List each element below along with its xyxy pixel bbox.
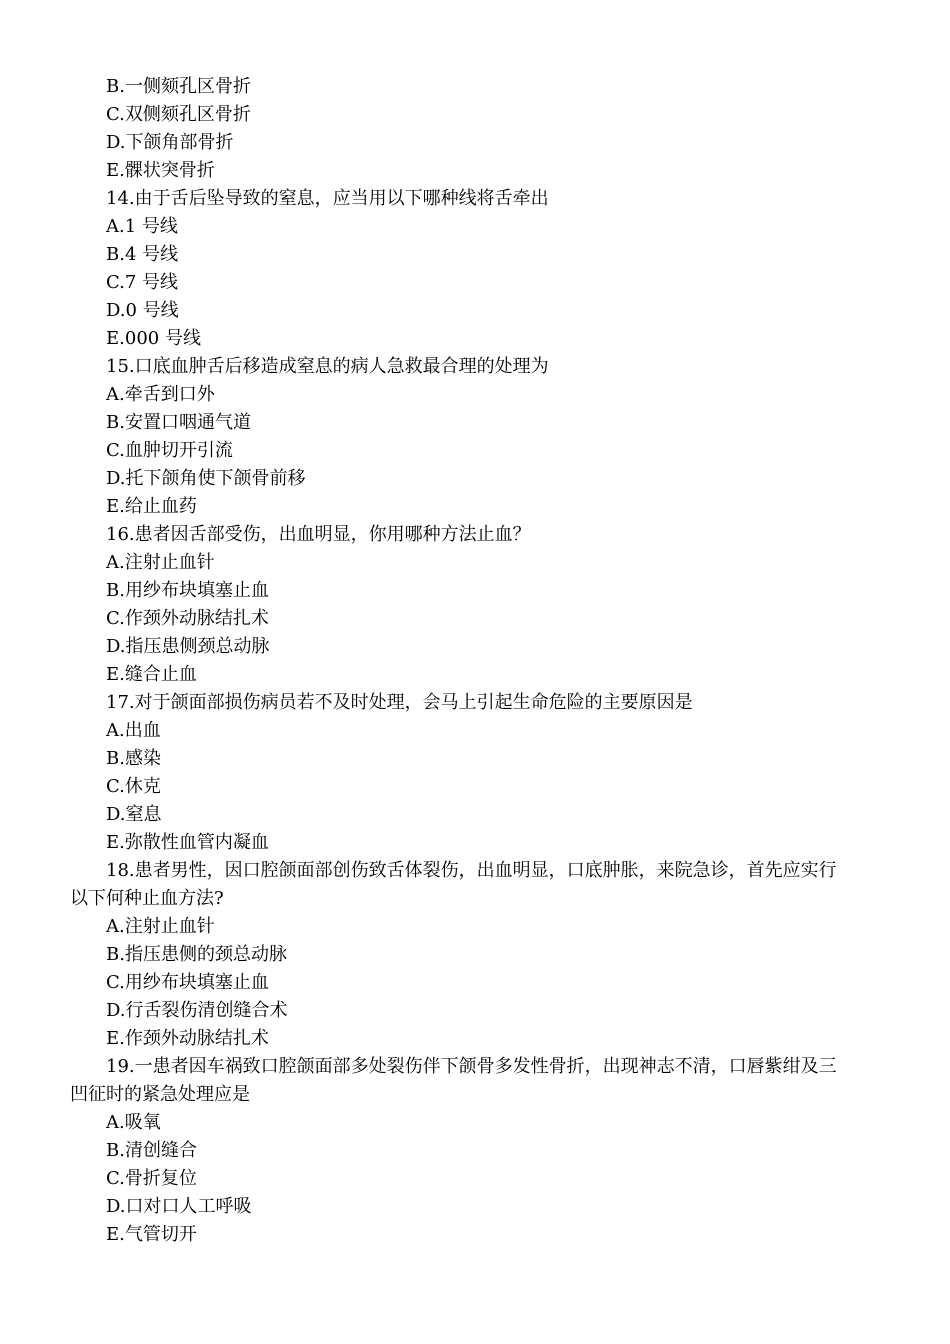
option-c-13: C.双侧颏孔区骨折 [106, 104, 251, 125]
option-a-19: A.吸氧 [106, 1112, 161, 1133]
option-b-18: B.指压患侧的颈总动脉 [106, 944, 287, 965]
option-d-14: D.0 号线 [106, 300, 179, 321]
option-e-17: E.弥散性血管内凝血 [106, 832, 269, 853]
option-c-17: C.休克 [106, 776, 161, 797]
option-c-16: C.作颈外动脉结扎术 [106, 608, 269, 629]
option-e-16: E.缝合止血 [106, 664, 197, 685]
question-17: 17.对于颌面部损伤病员若不及时处理，会马上引起生命危险的主要原因是 [106, 692, 693, 713]
option-e-13: E.髁状突骨折 [106, 160, 215, 181]
option-a-16: A.注射止血针 [106, 552, 215, 573]
option-e-18: E.作颈外动脉结扎术 [106, 1028, 269, 1049]
option-e-15: E.给止血药 [106, 496, 197, 517]
question-16: 16.患者因舌部受伤，出血明显，你用哪种方法止血？ [106, 524, 531, 545]
option-d-13: D.下颌角部骨折 [106, 132, 234, 153]
option-c-14: C.7 号线 [106, 272, 179, 293]
option-b-16: B.用纱布块填塞止血 [106, 580, 269, 601]
option-a-15: A.牵舌到口外 [106, 384, 215, 405]
question-14: 14.由于舌后坠导致的窒息，应当用以下哪种线将舌牵出 [106, 188, 549, 209]
option-c-15: C.血肿切开引流 [106, 440, 233, 461]
option-b-19: B.清创缝合 [106, 1140, 197, 1161]
option-d-19: D.口对口人工呼吸 [106, 1196, 252, 1217]
option-a-17: A.出血 [106, 720, 161, 741]
question-list [70, 73, 882, 1249]
question-19-continuation: 凹征时的紧急处理应是 [70, 1084, 250, 1105]
option-b-13: B.一侧颏孔区骨折 [106, 76, 251, 97]
question-15: 15.口底血肿舌后移造成窒息的病人急救最合理的处理为 [106, 356, 549, 377]
option-e-19: E.气管切开 [106, 1224, 197, 1245]
option-d-15: D.托下颌角使下颌骨前移 [106, 468, 306, 489]
option-d-16: D.指压患侧颈总动脉 [106, 636, 270, 657]
question-19: 19.一患者因车祸致口腔颌面部多处裂伤伴下颌骨多发性骨折，出现神志不清，口唇紫绀及三 [106, 1056, 837, 1077]
question-18-continuation: 以下何种止血方法? [70, 888, 224, 909]
option-d-17: D.窒息 [106, 804, 162, 825]
option-b-15: B.安置口咽通气道 [106, 412, 251, 433]
option-b-17: B.感染 [106, 748, 161, 769]
option-a-18: A.注射止血针 [106, 916, 215, 937]
option-c-19: C.骨折复位 [106, 1168, 197, 1189]
option-d-18: D.行舌裂伤清创缝合术 [106, 1000, 288, 1021]
question-18: 18.患者男性，因口腔颌面部创伤致舌体裂伤，出血明显，口底肿胀，来院急诊，首先应实行 [106, 860, 837, 881]
option-e-14: E.000 号线 [106, 328, 201, 349]
option-b-14: B.4 号线 [106, 244, 179, 265]
option-c-18: C.用纱布块填塞止血 [106, 972, 269, 993]
option-a-14: A.1 号线 [106, 216, 178, 237]
